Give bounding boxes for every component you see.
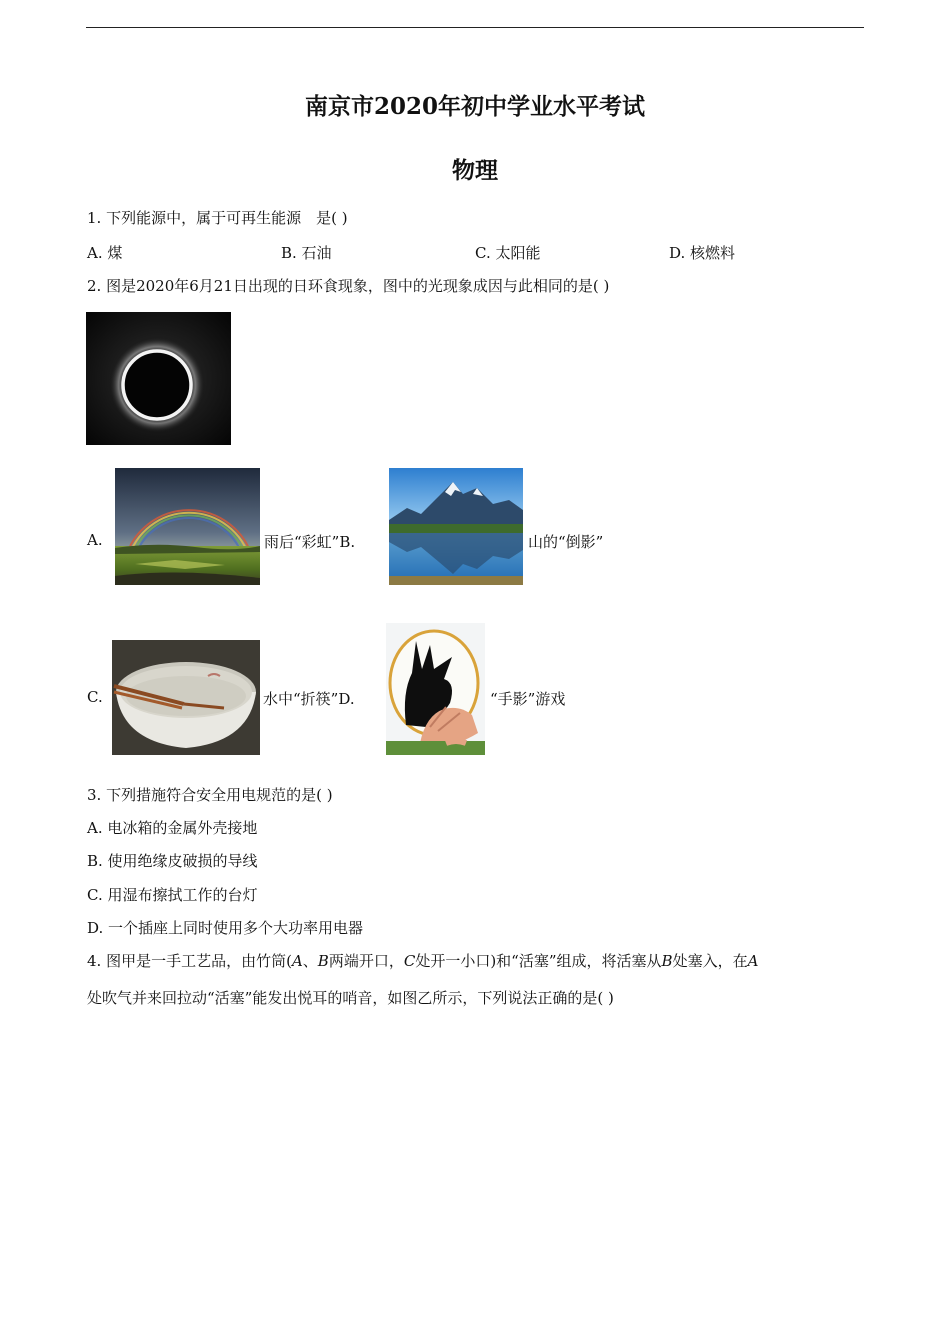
hand-shadow-photo — [386, 623, 485, 755]
q3-stem: 3. 下列措施符合安全用电规范的是( ) — [87, 786, 333, 804]
q3-option-c: C. 用湿布擦拭工作的台灯 — [87, 886, 258, 904]
annular-eclipse-image — [86, 312, 231, 445]
subject-title: 物理 — [452, 157, 498, 184]
q2-option-b-caption: 山的“倒影” — [528, 533, 604, 551]
rainbow-photo — [115, 468, 260, 585]
q1-stem: 1. 下列能源中，属于可再生能源 是( ) — [87, 209, 348, 227]
q2-option-a-letter: A. — [87, 531, 103, 549]
q2-option-c-letter: C. — [87, 688, 103, 706]
exam-title: 南京市2020年初中学业水平考试 — [304, 93, 645, 120]
mountain-reflection-photo — [389, 468, 523, 585]
q3-option-a: A. 电冰箱的金属外壳接地 — [87, 819, 258, 837]
q2-option-c-caption: 水中“折筷”D. — [263, 690, 355, 708]
q3-option-d: D. 一个插座上同时使用多个大功率用电器 — [87, 919, 364, 937]
header-rule — [86, 27, 864, 28]
q1-option-d: D. 核燃料 — [669, 244, 736, 262]
q2-option-a-caption: 雨后“彩虹”B. — [264, 533, 356, 551]
q2-stem: 2. 图是2020年6月21日出现的日环食现象，图中的光现象成因与此相同的是( ) — [87, 277, 610, 295]
q4-stem-line1: 4. 图甲是一手工艺品，由竹筒(A、B两端开口，C处开一小口)和“活塞”组成，将活塞从B处塞入，在A — [87, 952, 759, 970]
chopsticks-bowl-photo — [112, 640, 260, 755]
q2-option-d-caption: “手影”游戏 — [490, 690, 566, 708]
q3-option-b: B. 使用绝缘皮破损的导线 — [87, 852, 258, 870]
q1-option-b: B. 石油 — [281, 244, 332, 262]
q4-stem-line2: 处吹气并来回拉动“活塞”能发出悦耳的哨音，如图乙所示，下列说法正确的是( ) — [87, 989, 614, 1007]
q1-option-c: C. 太阳能 — [475, 244, 541, 262]
q1-option-a: A. 煤 — [87, 244, 123, 262]
